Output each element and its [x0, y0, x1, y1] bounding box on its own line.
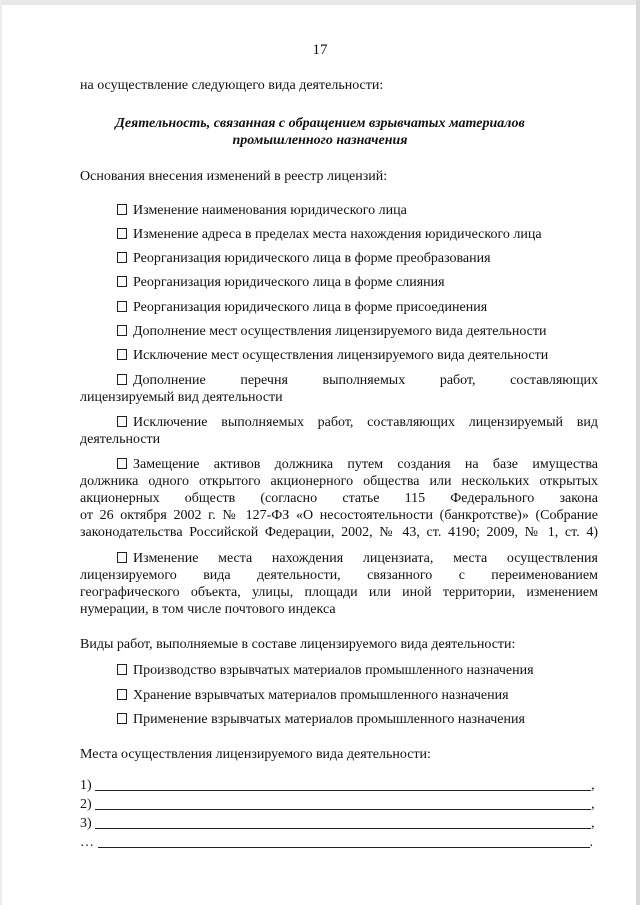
location-rename-line4: нумерации, в том числе почтового индекса	[80, 602, 336, 617]
activity-title-line1: Деятельность, связанная с обращением взрывчатых материалов	[115, 116, 525, 131]
page-number: 17	[312, 42, 328, 58]
checkbox[interactable]	[117, 204, 127, 215]
works-title: Виды работ, выполняемые в составе лицензируемого вида деятельности:	[80, 637, 516, 652]
places-title: Места осуществления лицензируемого вида деятельности:	[80, 747, 431, 762]
ground-item-reorg-merge[interactable]: Реорганизация юридического лица в форме слияния	[117, 274, 445, 291]
place-field-2[interactable]	[95, 797, 591, 810]
ground-item-add-places[interactable]: Дополнение мест осуществления лицензируемого вида деятельности	[117, 323, 547, 340]
ground-item-remove-works-cont: деятельности	[80, 432, 161, 447]
location-rename-line3: географического объекта, улицы, площади или иной территории, изменением	[80, 585, 598, 600]
checkbox[interactable]	[117, 374, 127, 385]
ground-item-reorg-transform[interactable]: Реорганизация юридического лица в форме преобразования	[117, 250, 491, 267]
place-field-3[interactable]	[95, 816, 591, 829]
ground-item-remove-places[interactable]: Исключение мест осуществления лицензируемого вида деятельности	[117, 347, 548, 364]
location-rename-line2: лицензируемого вида деятельности, связанного с переименованием	[80, 568, 598, 583]
checkbox[interactable]	[117, 552, 127, 563]
asset-substitution-line4: от 26 октября 2002 г. № 127-ФЗ «О несостоятельности (банкротстве)» (Собрание	[80, 508, 598, 523]
place-row-1[interactable]: 1) ,	[80, 778, 595, 793]
work-item-application[interactable]: Применение взрывчатых материалов промышленного назначения	[117, 711, 525, 728]
ground-item-address-change[interactable]: Изменение адреса в пределах места нахождения юридического лица	[117, 226, 542, 243]
checkbox[interactable]	[117, 252, 127, 263]
ground-item-reorg-join[interactable]: Реорганизация юридического лица в форме присоединения	[117, 299, 487, 316]
ground-item-add-works-cont: лицензируемый вид деятельности	[80, 390, 283, 405]
checkbox[interactable]	[117, 689, 127, 700]
grounds-title: Основания внесения изменений в реестр лицензий:	[80, 169, 388, 184]
checkbox[interactable]	[117, 664, 127, 675]
ground-item-asset-substitution[interactable]: Замещение активов должника путем создания на базе имущества	[117, 456, 598, 473]
checkbox[interactable]	[117, 325, 127, 336]
work-item-storage[interactable]: Хранение взрывчатых материалов промышленного назначения	[117, 687, 509, 704]
place-row-more[interactable]: … .	[80, 835, 593, 850]
scan-edge-top	[0, 0, 640, 5]
place-field-more[interactable]	[98, 835, 590, 848]
asset-substitution-line3: акционерных обществ (согласно статье 115 Федерального закона	[80, 491, 598, 506]
ground-item-rename[interactable]: Изменение наименования юридического лица	[117, 202, 407, 219]
asset-substitution-line2: должника одного открытого акционерного общества или нескольких открытых	[80, 474, 598, 489]
asset-substitution-line5: законодательства Российской Федерации, 2002, № 43, ст. 4190; 2009, № 1, ст. 4)	[80, 525, 598, 540]
checkbox[interactable]	[117, 713, 127, 724]
ground-item-remove-works[interactable]: Исключение выполняемых работ, составляющих лицензируемый вид	[117, 414, 598, 431]
checkbox[interactable]	[117, 228, 127, 239]
work-item-production[interactable]: Производство взрывчатых материалов промышленного назначения	[117, 662, 534, 679]
checkbox[interactable]	[117, 349, 127, 360]
checkbox[interactable]	[117, 416, 127, 427]
ground-item-add-works[interactable]: Дополнение перечня выполняемых работ, составляющих	[117, 372, 598, 389]
ground-item-location-rename[interactable]: Изменение места нахождения лицензиата, места осуществления	[117, 550, 598, 567]
checkbox[interactable]	[117, 458, 127, 469]
checkbox[interactable]	[117, 276, 127, 287]
intro-text: на осуществление следующего вида деятельности:	[80, 78, 384, 93]
place-row-2[interactable]: 2) ,	[80, 797, 595, 812]
place-field-1[interactable]	[95, 778, 591, 791]
activity-title-line2: промышленного назначения	[232, 133, 408, 148]
checkbox[interactable]	[117, 301, 127, 312]
place-row-3[interactable]: 3) ,	[80, 816, 595, 831]
